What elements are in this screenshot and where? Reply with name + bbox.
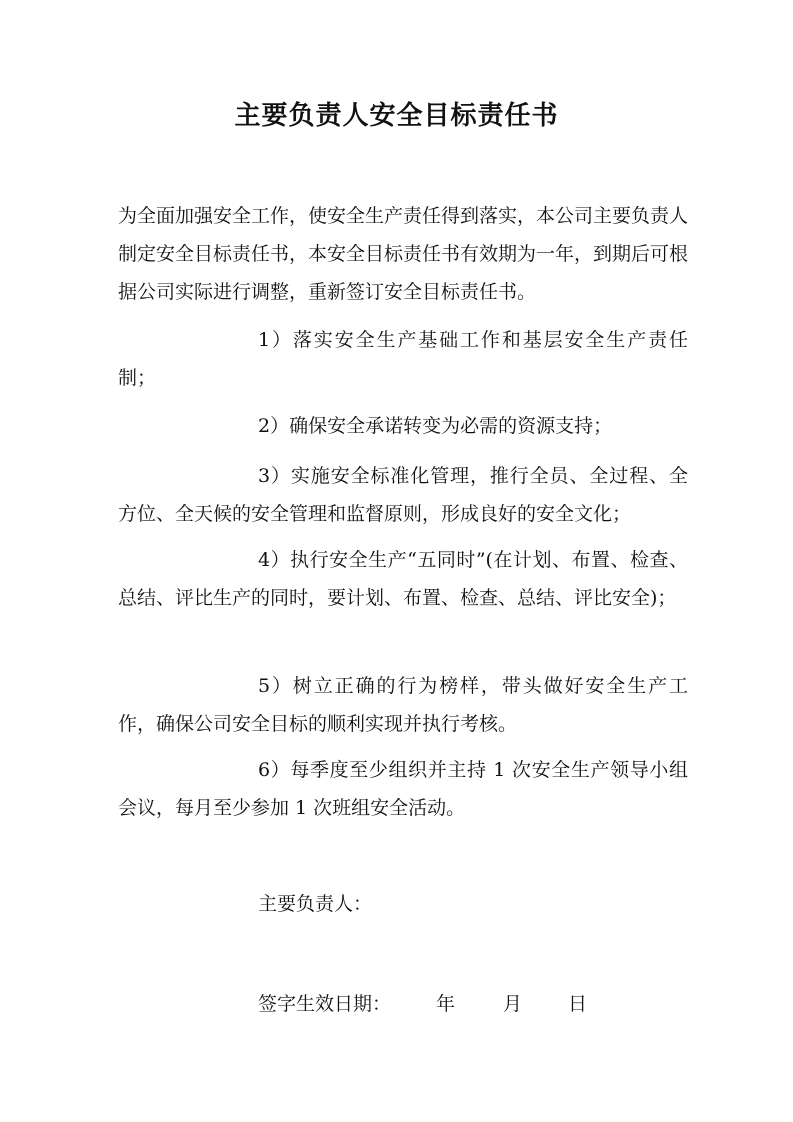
document-title: 主要负责人安全目标责任书 — [234, 101, 559, 131]
responsibility-item-6: 6）每季度至少组织并主持 1 次安全生产领导小组会议，每月至少参加 1 次班组安全活动。 — [118, 759, 688, 819]
signature-date-label: 签字生效日期： — [258, 993, 392, 1015]
date-month-label: 月 — [503, 993, 523, 1015]
responsibility-item-4: 4）执行安全生产“五同时”(在计划、布置、检查、总结、评比生产的同时，要计划、布置、检查、总结、评比安全)； — [118, 549, 688, 609]
date-day-label: 日 — [568, 993, 588, 1015]
responsibility-item-1: 1）落实安全生产基础工作和基层安全生产责任制； — [118, 329, 688, 389]
date-year-label: 年 — [436, 993, 456, 1015]
responsibility-item-3: 3）实施安全标准化管理，推行全员、全过程、全方位、全天候的安全管理和监督原则，形成良好的安全文化； — [118, 465, 688, 525]
intro-paragraph: 为全面加强安全工作，使安全生产责任得到落实，本公司主要负责人制定安全目标责任书，本安全目标责任书有效期为一年，到期后可根据公司实际进行调整，重新签订安全目标责任书。 — [118, 205, 689, 303]
responsibility-item-5: 5）树立正确的行为榜样，带头做好安全生产工作，确保公司安全目标的顺利实现并执行考核。 — [118, 675, 688, 735]
responsible-person-label: 主要负责人： — [258, 893, 373, 915]
responsibility-item-2: 2）确保安全承诺转变为必需的资源支持； — [258, 415, 613, 437]
